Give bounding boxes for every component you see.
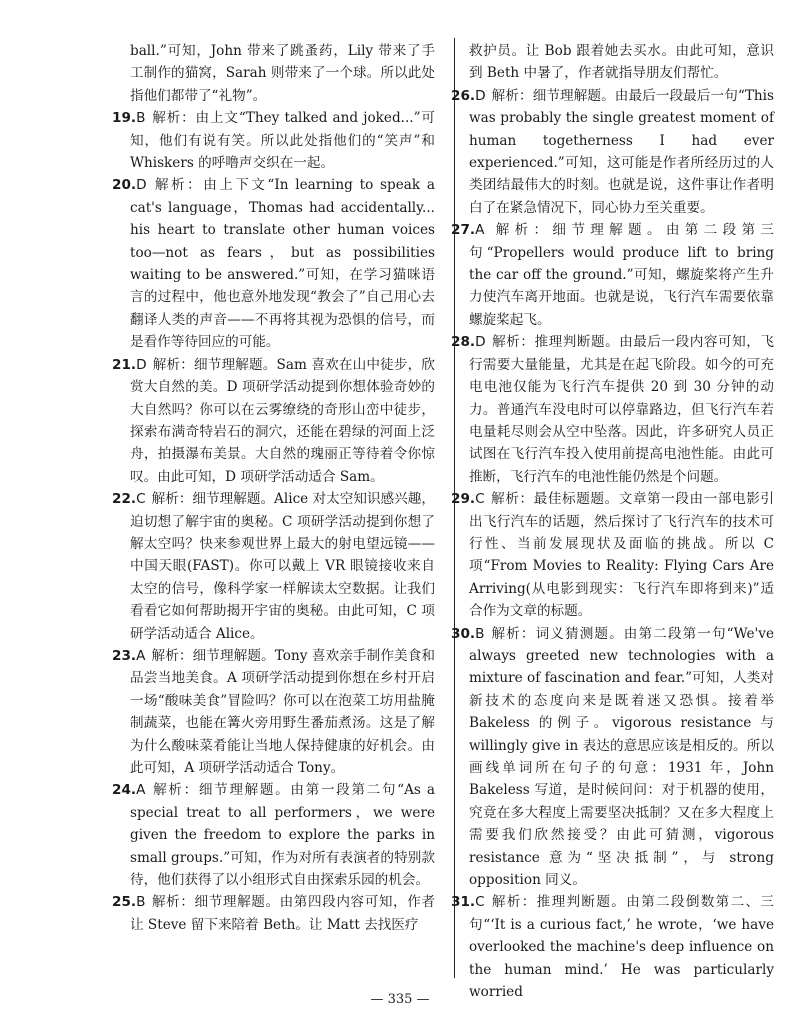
- left-column: [112, 40, 435, 936]
- answer-item: 19.B 解析：由上文“They talked and joked...”可知，他们有说有笑。所以此处指他们的“笑声”和 Whiskers 的呼噜声交织在一起。: [112, 110, 435, 172]
- answer-item: ball.”可知，John 带来了跳蚤药，Lily 带来了手工制作的猫窝，Sarah 则带来了一个球。所以此处指他们都带了“礼物”。: [130, 43, 435, 104]
- answer-item: 22.C 解析：细节理解题。Alice 对太空知识感兴趣，迫切想了解宇宙的奥秘。C 项研学活动提到你想了解太空吗？快来参观世界上最大的射电望远镜——中国天眼(FAST)。你可以戴上 VR 眼镜接收来自太空的信号，像科学家一样解读太空数据。让我们看看它如何帮助揭开宇宙的奥秘。由此可知，C 项研学活动适合 Alice。: [112, 491, 435, 642]
- answer-item: 21.D 解析：细节理解题。Sam 喜欢在山中徒步，欣赏大自然的美。D 项研学活动提到你想体验奇妙的大自然吗？你可以在云雾缭绕的奇形山峦中徒步，探索布满奇特岩石的洞穴，还能在碧绿的河面上泛舟，拍摄瀑布美景。大自然的瑰丽正等待着令你惊叹。由此可知，D 项研学活动适合 Sam。: [112, 356, 435, 485]
- answer-item: 26.D 解析：细节理解题。由最后一段最后一句“This was probably the single greatest moment of human togetherness I had ever experienced.”可知，这可能是作者所经历过的人类团结最伟大的时刻。也就是说，这件事让作者明白了在紧急情况下，同心协力至关重要。: [451, 87, 774, 216]
- answer-item: 23.A 解析：细节理解题。Tony 喜欢亲手制作美食和品尝当地美食。A 项研学活动提到你想在乡村开启一场“酸味美食”冒险吗？你可以在泡菜工坊用盐腌制蔬菜，也能在篝火旁用野生番茄煮汤。这是了解为什么酸味菜肴能让当地人保持健康的好机会。由此可知，A 项研学活动适合 Tony。: [112, 647, 435, 776]
- page-number: — 335 —: [370, 992, 430, 1007]
- answer-item: 24.A 解析：细节理解题。由第一段第二句“As a special treat to all performers，we were given the freedom to explore the parks in small groups.”可知，作为对所有表演者的特别款待，他们获得了以小组形式自由探索乐园的机会。: [112, 782, 435, 889]
- answer-item: 20.D 解析：由上下文“In learning to speak a cat's language，Thomas had accidentally... his heart to translate other human voices too—not as fears，but as possibilities waiting to be answered.”可知，在学习猫咪语言的过程中，他也意外地发现“教会了”自己用心去翻译人类的声音——不再将其视为恐惧的信号，而是看作等待回应的可能。: [112, 177, 435, 351]
- answer-item: 30.B 解析：词义猜测题。由第二段第一句“We've always greeted new technologies with a mixture of fascination and fear.”可知，人类对新技术的态度向来是既着迷又恐惧。接着举 Bakeless 的例子。vigorous resistance 与 willingly give in 表达的意思应该是相反的。所以画线单词所在句子的句意：1931 年，John Bakeless 写道，是时候问问：对于机器的使用，究竟在多大程度上需要坚决抵制？又在多大程度上需要我们欣然接受？由此可猜测，vigorous resistance 意为“坚决抵制”，与 strong opposition 同义。: [451, 625, 774, 889]
- answer-item: 29.C 解析：最佳标题题。文章第一段由一部电影引出飞行汽车的话题，然后探讨了飞行汽车的技术可行性、当前发展现状及面临的挑战。所以 C 项“From Movies to Reality: Flying Cars Are Arriving(从电影到现实：飞行汽车即将到来)”适合作为文章的标题。: [451, 491, 774, 620]
- answer-item: 31.C 解析：推理判断题。由第二段倒数第二、三句“‘It is a curious fact,’ he wrote，‘we have overlooked the machine's deep influence on the human mind.’ He was particularly worried: [451, 894, 774, 1001]
- answer-item: 27.A 解析：细节理解题。由第二段第三句“Propellers would produce lift to bring the car off the ground.”可知，螺旋桨将产生升力使汽车离开地面。也就是说，飞行汽车需要依靠螺旋桨起飞。: [451, 222, 774, 328]
- answer-item: 28.D 解析：推理判断题。由最后一段内容可知，飞行需要大量能量，尤其是在起飞阶段。如今的可充电电池仅能为飞行汽车提供 20 到 30 分钟的动力。普通汽车没电时可以停靠路边，但飞行汽车若电量耗尽则会从空中坠落。因此，许多研究人员正试图在飞行汽车投入使用前提高电池性能。由此可推断，飞行汽车的电池性能仍然是个问题。: [451, 334, 774, 485]
- answer-item: 25.B 解析：细节理解题。由第四段内容可知，作者让 Steve 留下来陪着 Beth。让 Matt 去找医疗: [112, 894, 435, 933]
- right-column: [451, 40, 774, 1003]
- answer-item: 救护员。让 Bob 跟着她去买水。由此可知，意识到 Beth 中暑了，作者就指导朋友们帮忙。: [469, 43, 774, 82]
